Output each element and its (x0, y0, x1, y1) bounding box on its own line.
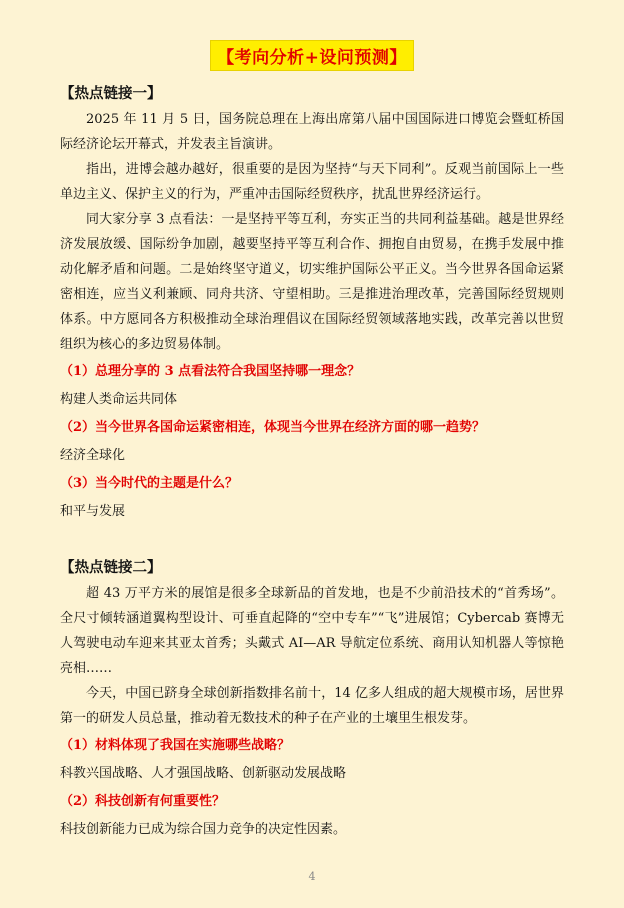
paragraph: 2025 年 11 月 5 日，国务院总理在上海出席第八届中国国际进口博览会暨虹桥国际经济论坛开幕式，并发表主旨演讲。 (60, 112, 564, 152)
page-title: 【考向分析+设问预测】 (210, 40, 414, 71)
paragraph: 今天，中国已跻身全球创新指数排名前十，14 亿多人组成的超大规模市场，居世界第一的研发人员总量，推动着无数技术的种子在产业的土壤里生根发芽。 (60, 686, 564, 726)
question: （1）总理分享的 3 点看法符合我国坚持哪一理念？ (60, 364, 361, 379)
question: （1）材料体现了我国在实施哪些战略？ (60, 738, 291, 753)
answer: 构建人类命运共同体 (60, 392, 178, 407)
question: （3）当今时代的主题是什么？ (60, 476, 239, 491)
section-hot-link-2 (60, 555, 564, 843)
answer: 科技创新能力已成为综合国力竞争的决定性因素。 (60, 822, 347, 837)
answer: 经济全球化 (60, 448, 126, 463)
title-wrap (60, 40, 564, 71)
section-heading: 【热点链接一】 (60, 85, 162, 102)
question: （2）当今世界各国命运紧密相连，体现当今世界在经济方面的哪一趋势？ (60, 420, 486, 435)
question: （2）科技创新有何重要性？ (60, 794, 226, 809)
page-number: 4 (308, 870, 316, 883)
section-hot-link-1 (60, 81, 564, 525)
paragraph: 指出，进博会越办越好，很重要的是因为坚持“与天下同利”。反观当前国际上一些单边主义、保护主义的行为，严重冲击国际经贸秩序，扰乱世界经济运行。 (60, 162, 564, 202)
section-gap (60, 527, 564, 555)
paragraph: 超 43 万平方米的展馆是很多全球新品的首发地，也是不少前沿技术的“首秀场”。全尺寸倾转涵道翼构型设计、可垂直起降的“空中专车”“飞”进展馆；Cybercab 赛博无人驾驶电动车迎来其亚太首秀；头戴式 AI—AR 导航定位系统、商用认知机器人等惊艳亮相…… (60, 586, 564, 676)
section-heading: 【热点链接二】 (60, 559, 162, 576)
answer: 和平与发展 (60, 504, 126, 519)
answer: 科教兴国战略、人才强国战略、创新驱动发展战略 (60, 766, 347, 781)
paragraph: 同大家分享 3 点看法：一是坚持平等互利，夯实正当的共同利益基础。越是世界经济发展放缓、国际纷争加剧，越要坚持平等互利合作、拥抱自由贸易，在携手发展中推动化解矛盾和问题。二是始终坚守道义，切实维护国际公平正义。当今世界各国命运紧密相连，应当义利兼顾、同舟共济、守望相助。三是推进治理改革，完善国际经贸规则体系。中方愿同各方积极推动全球治理倡议在国际经贸领域落地实践，改革完善以世贸组织为核心的多边贸易体制。 (60, 212, 564, 352)
